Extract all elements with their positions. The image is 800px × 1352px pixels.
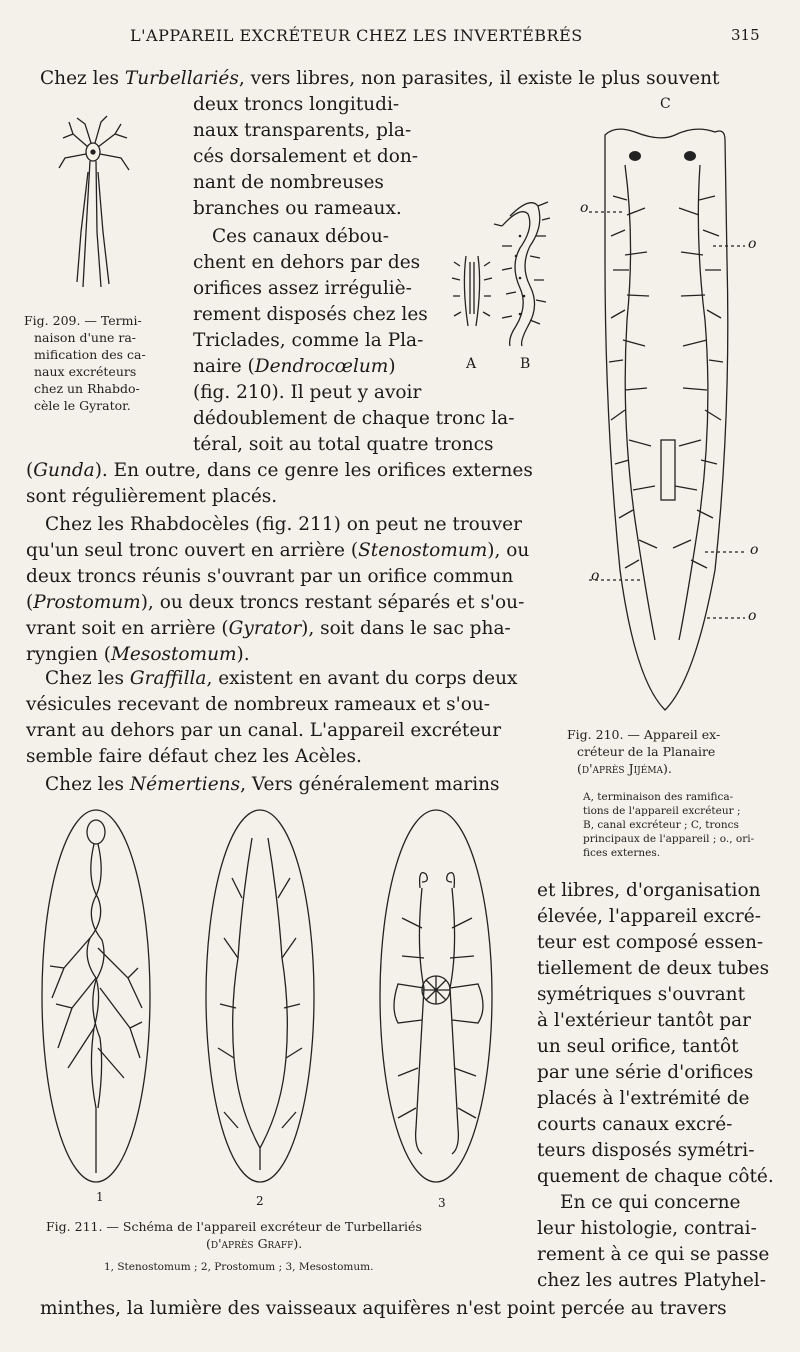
fig211-num-1: 1: [96, 1190, 104, 1204]
text-line: sont régulièrement placés.: [26, 486, 278, 507]
text-line: teurs disposés symétri-: [537, 1140, 755, 1161]
text-line: placés à l'extrémité de: [537, 1088, 750, 1109]
fig210-ab-illustration: [450, 196, 560, 366]
fig209-caption: Fig. 209. — Termi- naison d'une ra- mification des ca- naux excréteurs chez un Rhabdo- cèle le Gyrator.: [24, 313, 146, 413]
text-line: deux troncs réunis s'ouvrant par un orifice commun: [26, 566, 514, 587]
fig210-label-a: A: [466, 356, 477, 372]
text-line: Chez les Némertiens, Vers généralement marins: [45, 774, 500, 795]
text-line: Triclades, comme la Pla-: [193, 330, 424, 351]
text-line: cés dorsalement et don-: [193, 146, 419, 167]
fig211-caption: Fig. 211. — Schéma de l'appareil excréteur de Turbellariés (d'après Graff).: [46, 1219, 422, 1251]
text-line: naire (Dendrocœlum): [193, 356, 396, 377]
text-line: rement à ce qui se passe: [537, 1244, 770, 1265]
text-line: chez les autres Platyhel-: [537, 1270, 766, 1291]
text-line: courts canaux excré-: [537, 1114, 733, 1135]
text-line: Ces canaux débou-: [212, 226, 389, 247]
text-line: minthes, la lumière des vaisseaux aquifères n'est point percée au travers: [40, 1298, 727, 1319]
text-line: ryngien (Mesostomum).: [26, 644, 250, 665]
fig210-orifice-label: o: [591, 568, 600, 584]
fig210-orifice-label: o: [748, 608, 757, 624]
text-line: chent en dehors par des: [193, 252, 421, 273]
text-line: leur histologie, contrai-: [537, 1218, 757, 1239]
text-line: (Gunda). En outre, dans ce genre les orifices externes: [26, 460, 533, 481]
fig210-orifice-label: o: [750, 542, 759, 558]
text-line: Chez les Graffilla, existent en avant du corps deux: [45, 668, 518, 689]
text-line: branches ou rameaux.: [193, 198, 402, 219]
running-title: L'APPAREIL EXCRÉTEUR CHEZ LES INVERTÉBRÉS: [130, 26, 583, 45]
text-line: orifices assez irréguliè-: [193, 278, 412, 299]
fig210-orifice-label: o: [580, 200, 589, 216]
fig210-planarian-illustration: [595, 120, 755, 720]
text-line: naux transparents, pla-: [193, 120, 412, 141]
fig210-label-c: C: [660, 96, 671, 112]
text-line: vrant au dehors par un canal. L'appareil excréteur: [26, 720, 502, 741]
fig210-caption: Fig. 210. — Appareil ex- créteur de la Planaire (d'après Jijéma).: [567, 727, 721, 776]
fig210-orifice-label: o: [748, 236, 757, 252]
fig211-caption-detail: 1, Stenostomum ; 2, Prostomum ; 3, Mesostomum.: [104, 1261, 374, 1273]
text-line: à l'extérieur tantôt par: [537, 1010, 752, 1031]
text-line: deux troncs longitudi-: [193, 94, 400, 115]
text-line: vrant soit en arrière (Gyrator), soit dans le sac pha-: [26, 618, 511, 639]
text-line: vésicules recevant de nombreux rameaux et s'ou-: [26, 694, 491, 715]
text-line: dédoublement de chaque tronc la-: [193, 408, 515, 429]
text-line: En ce qui concerne: [560, 1192, 741, 1213]
text-line: rement disposés chez les: [193, 304, 428, 325]
text-line: tiellement de deux tubes: [537, 958, 770, 979]
fig211-num-2: 2: [256, 1194, 264, 1208]
text-line: (fig. 210). Il peut y avoir: [193, 382, 422, 403]
text-line: (Prostomum), ou deux troncs restant séparés et s'ou-: [26, 592, 525, 613]
text-line: quement de chaque côté.: [537, 1166, 774, 1187]
text-line: nant de nombreuses: [193, 172, 384, 193]
fig210-label-b: B: [520, 356, 531, 372]
text-line: par une série d'orifices: [537, 1062, 754, 1083]
fig210-caption-detail: A, terminaison des ramifica- tions de l'appareil excréteur ; B, canal excréteur ; C, troncs principaux de l'appareil ; o., ori- fices externes.: [583, 791, 755, 859]
text-line: Chez les Turbellariés, vers libres, non parasites, il existe le plus souvent: [40, 68, 720, 89]
page-number: 315: [731, 26, 760, 44]
text-line: téral, soit au total quatre troncs: [193, 434, 494, 455]
text-line: et libres, d'organisation: [537, 880, 761, 901]
text-line: élevée, l'appareil excré-: [537, 906, 761, 927]
text-line: qu'un seul tronc ouvert en arrière (Stenostomum), ou: [26, 540, 530, 561]
fig211-illustration: [38, 808, 528, 1198]
text-line: symétriques s'ouvrant: [537, 984, 746, 1005]
fig209-illustration: [55, 112, 135, 297]
fig211-num-3: 3: [438, 1196, 446, 1210]
text-line: teur est composé essen-: [537, 932, 764, 953]
text-line: un seul orifice, tantôt: [537, 1036, 739, 1057]
text-line: Chez les Rhabdocèles (fig. 211) on peut ne trouver: [45, 514, 522, 535]
text-line: semble faire défaut chez les Acèles.: [26, 746, 362, 767]
